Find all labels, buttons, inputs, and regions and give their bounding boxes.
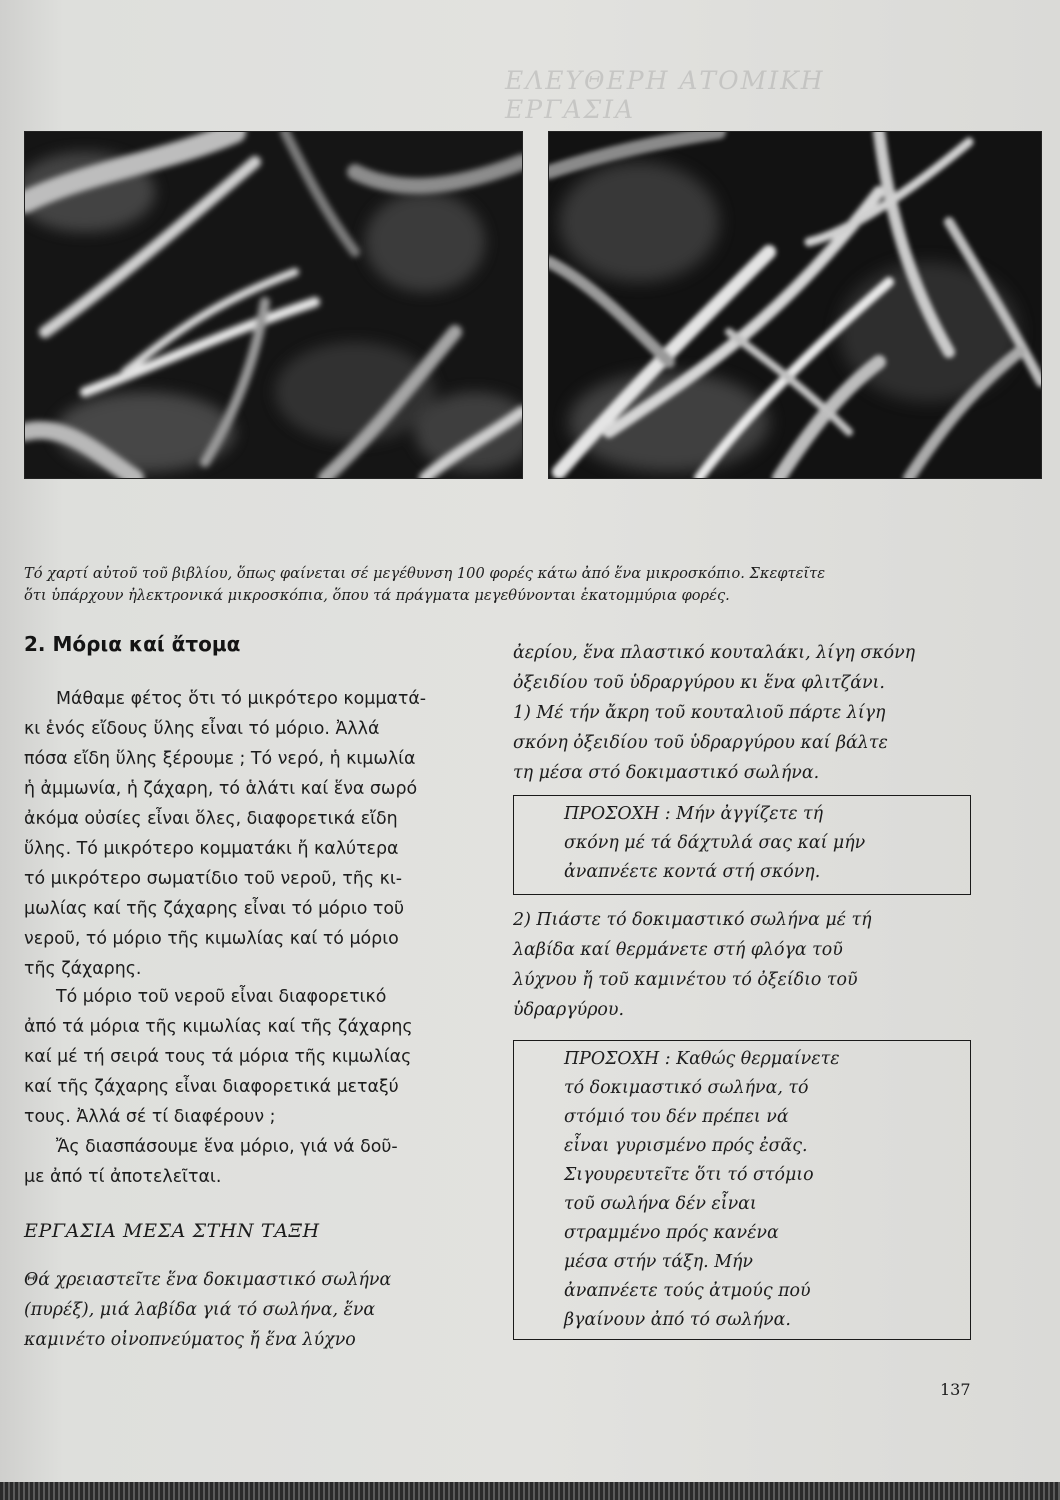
materials-intro — [24, 1265, 484, 1355]
body-paragraph-2 — [24, 982, 504, 1192]
warning-line: ἀναπνέετε τούς ἀτμούς πού — [564, 1281, 811, 1301]
section-title: 2. Μόρια καί ἄτομα — [24, 632, 241, 656]
step-2 — [513, 905, 973, 1025]
paragraph-line: μωλίας καί τῆς ζάχαρης εἶναι τό μόριο τοῦ — [24, 899, 405, 919]
step-line: ὑδραργύρου. — [513, 1000, 624, 1020]
intro-line: Θά χρειαστεῖτε ἕνα δοκιμαστικό σωλήνα — [24, 1270, 392, 1290]
step-line: τη μέσα στό δοκιμαστικό σωλήνα. — [513, 763, 820, 783]
paragraph-line: ὕλης. Τό μικρότερο κομματάκι ἤ καλύτερα — [24, 839, 399, 859]
step-1 — [513, 698, 973, 788]
warning-line: Σιγουρευτεῖτε ὅτι τό στόμιο — [564, 1165, 814, 1185]
paragraph-line: Μάθαμε φέτος ὅτι τό μικρότερο κομματά- — [56, 689, 427, 709]
warning-line: μέσα στήν τάξη. Μήν — [564, 1252, 754, 1272]
paragraph-line: τό μικρότερο σωματίδιο τοῦ νεροῦ, τῆς κι- — [24, 869, 403, 889]
intro-line: ὀξειδίου τοῦ ὑδραργύρου κι ἕνα φλιτζάνι. — [513, 673, 885, 693]
paragraph-line: ἀπό τά μόρια τῆς κιμωλίας καί τῆς ζάχαρης — [24, 1017, 413, 1037]
step-line: σκόνη ὀξειδίου τοῦ ὑδραργύρου καί βάλτε — [513, 733, 888, 753]
paragraph-line: Ἄς διασπάσουμε ἕνα μόριο, γιά νά δοῦ- — [56, 1137, 398, 1157]
paragraph-line: Τό μόριο τοῦ νεροῦ εἶναι διαφορετικό — [56, 987, 387, 1007]
show-through-heading: ΕΛΕΥΘΕΡΗ ΑΤΟΜΙΚΗ ΕΡΓΑΣΙΑ — [505, 66, 825, 124]
intro-line: καμινέτο οἰνοπνεύματος ἤ ἕνα λύχνο — [24, 1330, 356, 1350]
paragraph-line: νεροῦ, τό μόριο τῆς κιμωλίας καί τό μόριο — [24, 929, 399, 949]
warning-line: ΠΡΟΣΟΧΗ : Μήν ἀγγίζετε τή — [564, 804, 824, 824]
caption-line: ὅτι ὑπάρχουν ἠλεκτρονικά μικροσκόπια, ὅπου τά πράγματα μεγεθύνονται ἑκατομμύρια φορές. — [24, 587, 730, 604]
paragraph-line: κι ἑνός εἴδους ὕλης εἶναι τό μόριο. Ἀλλά — [24, 719, 380, 739]
paragraph-line: ἡ ἀμμωνία, ἡ ζάχαρη, τό ἁλάτι καί ἕνα σωρό — [24, 779, 418, 799]
micrograph-photo-right — [548, 131, 1042, 479]
step-line: λύχνου ἤ τοῦ καμινέτου τό ὀξείδιο τοῦ — [513, 970, 858, 990]
paragraph-line: τῆς ζάχαρης. — [24, 959, 142, 979]
scan-edge-strip — [0, 1482, 1060, 1500]
micrograph-photo-left — [24, 131, 523, 479]
figure-caption — [24, 563, 1040, 607]
intro-line: (πυρέξ), μιά λαβίδα γιά τό σωλήνα, ἕνα — [24, 1300, 376, 1320]
materials-intro-continued — [513, 638, 973, 698]
warning-line: τοῦ σωλήνα δέν εἶναι — [564, 1194, 757, 1214]
warning-line: στραμμένο πρός κανένα — [564, 1223, 779, 1243]
paragraph-line: ἀκόμα οὐσίες εἶναι ὅλες, διαφορετικά εἴδη — [24, 809, 398, 829]
paragraph-line: καί μέ τή σειρά τους τά μόρια τῆς κιμωλίας — [24, 1047, 412, 1067]
page-number: 137 — [940, 1380, 971, 1399]
warning-box-2 — [513, 1040, 971, 1340]
paragraph-line: με ἀπό τί ἀποτελεῖται. — [24, 1167, 222, 1187]
paragraph-line: πόσα εἴδη ὕλης ξέρουμε ; Τό νερό, ἡ κιμωλία — [24, 749, 416, 769]
warning-line: βγαίνουν ἀπό τό σωλήνα. — [564, 1310, 791, 1330]
body-paragraph-1 — [24, 684, 504, 984]
warning-line: ΠΡΟΣΟΧΗ : Καθώς θερμαίνετε — [564, 1049, 840, 1069]
warning-line: τό δοκιμαστικό σωλήνα, τό — [564, 1078, 809, 1098]
paragraph-line: τους. Ἀλλά σέ τί διαφέρουν ; — [24, 1107, 276, 1127]
intro-line: ἀερίου, ἕνα πλαστικό κουταλάκι, λίγη σκόνη — [513, 643, 916, 663]
warning-box-1 — [513, 795, 971, 895]
step-line: 2) Πιάστε τό δοκιμαστικό σωλήνα μέ τή — [513, 910, 872, 930]
paragraph-line: καί τῆς ζάχαρης εἶναι διαφορετικά μεταξύ — [24, 1077, 399, 1097]
warning-line: ἀναπνέετε κοντά στή σκόνη. — [564, 862, 821, 882]
warning-line: σκόνη μέ τά δάχτυλά σας καί μήν — [564, 833, 866, 853]
warning-line: εἶναι γυρισμένο πρός ἐσᾶς. — [564, 1136, 808, 1156]
step-line: λαβίδα καί θερμάνετε στή φλόγα τοῦ — [513, 940, 843, 960]
warning-line: στόμιό του δέν πρέπει νά — [564, 1107, 789, 1127]
classwork-heading: ΕΡΓΑΣΙΑ ΜΕΣΑ ΣΤΗΝ ΤΑΞΗ — [24, 1220, 320, 1242]
step-line: 1) Μέ τήν ἄκρη τοῦ κουταλιοῦ πάρτε λίγη — [513, 703, 886, 723]
caption-line: Τό χαρτί αὐτοῦ τοῦ βιβλίου, ὅπως φαίνεται σέ μεγέθυνση 100 φορές κάτω ἀπό ἕνα μικροσκόπιο. Σκεφτεῖτε — [24, 565, 826, 582]
